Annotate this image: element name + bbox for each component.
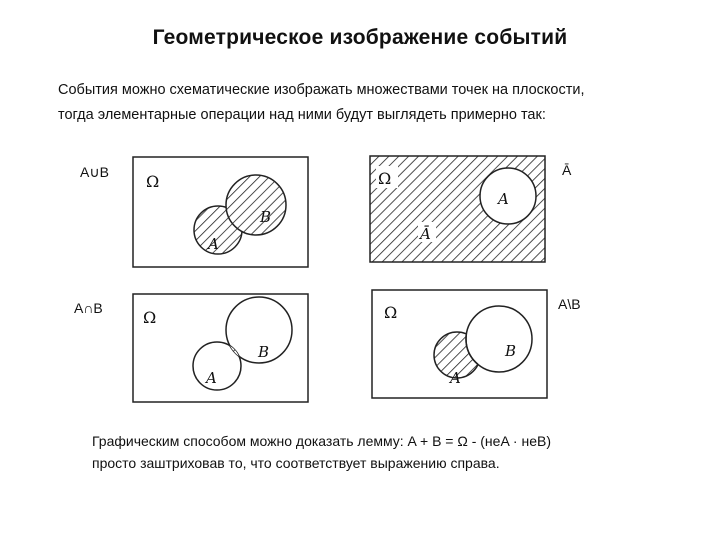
union-circle-b xyxy=(226,175,286,235)
union-diagram xyxy=(133,157,308,267)
union-omega-symbol: Ω xyxy=(146,172,160,191)
intersection-label: A∩B xyxy=(74,300,103,316)
complement-a-label: A xyxy=(498,190,509,208)
difference-diagram xyxy=(372,290,547,398)
union-a-label: A xyxy=(208,235,219,253)
difference-label: A\B xyxy=(558,296,581,312)
difference-omega-symbol: Ω xyxy=(384,303,398,322)
intro-line-1: События можно схематические изображать множествами точек на плоскости, xyxy=(58,82,585,98)
difference-b-label: B xyxy=(505,342,517,360)
intersection-diagram xyxy=(133,294,308,402)
intro-line-2: тогда элементарные операции над ними будут выглядеть примерно так: xyxy=(58,107,546,123)
intersection-b-label: B xyxy=(258,343,270,361)
complement-omega-symbol: Ω xyxy=(378,169,392,188)
page-title: Геометрическое изображение событий xyxy=(152,26,568,49)
complement-diagram xyxy=(370,156,545,262)
difference-a-label: A xyxy=(450,369,461,387)
footer-line-1: Графическим способом можно доказать лемму: A + B = Ω - (неA · неB) xyxy=(92,433,551,449)
intersection-a-label: A xyxy=(206,369,217,387)
footer-text xyxy=(92,430,692,474)
union-label: A∪B xyxy=(80,164,109,180)
complement-label: Ā xyxy=(562,162,572,178)
intersection-omega-symbol: Ω xyxy=(143,308,157,327)
union-b-label: B xyxy=(260,208,272,226)
complement-abar-label: Ā xyxy=(420,225,431,243)
footer-line-2: просто заштриховав то, что соответствует выражению справа. xyxy=(92,455,500,471)
